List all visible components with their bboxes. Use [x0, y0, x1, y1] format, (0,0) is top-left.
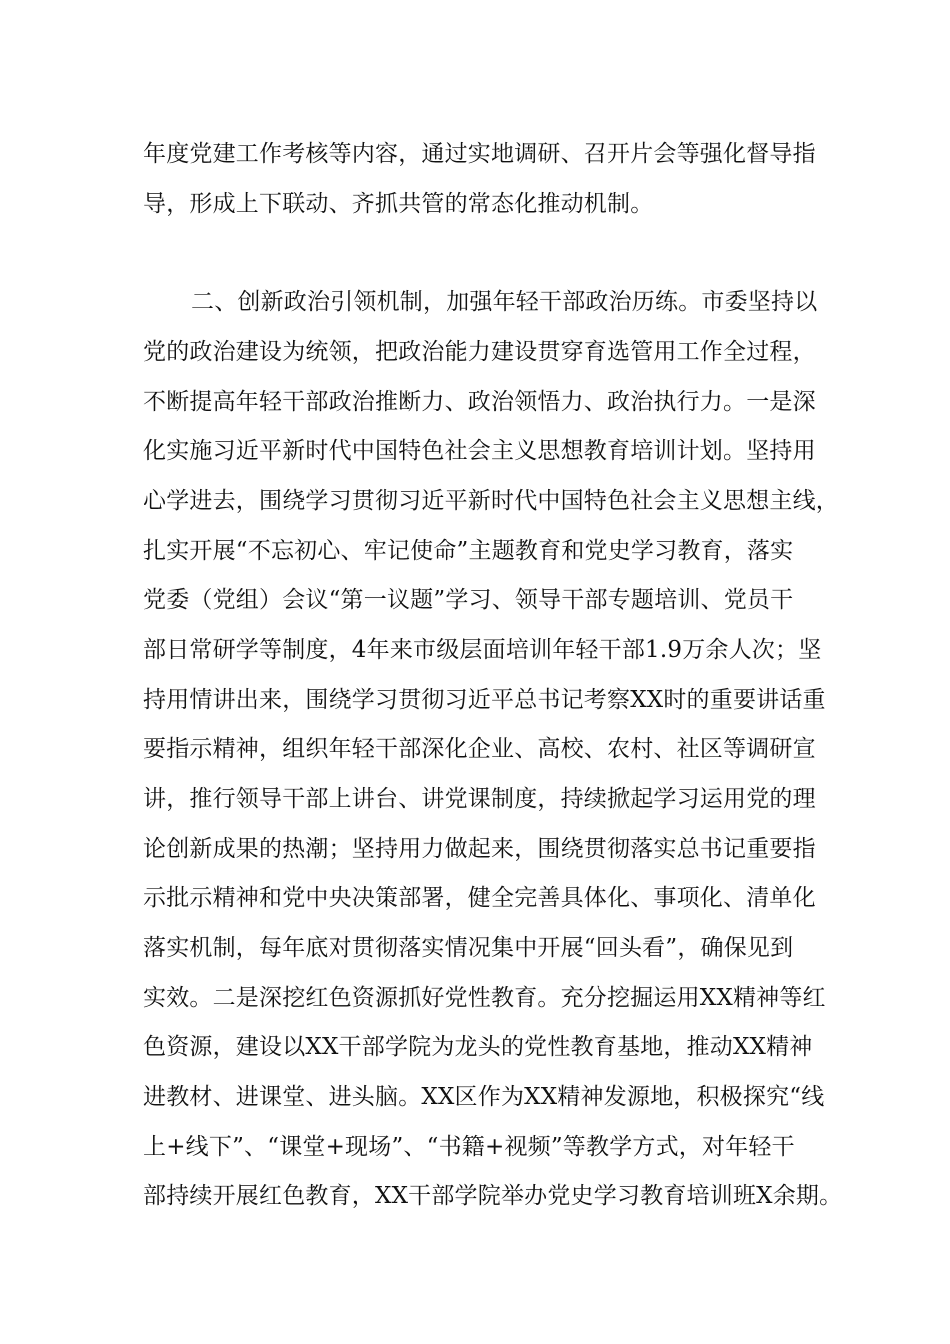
text-line: 要指示精神，组织年轻干部深化企业、高校、农村、社区等调研宣: [143, 736, 816, 762]
text-line: 年度党建工作考核等内容，通过实地调研、召开片会等强化督导指: [143, 141, 816, 167]
text-line: 心学进去，围绕学习贯彻习近平新时代中国特色社会主义思想主线，: [143, 488, 839, 514]
text-line: 党委（党组）会议“第一议题”学习、领导干部专题培训、党员干: [143, 587, 794, 613]
text-line: 论创新成果的热潮；坚持用力做起来，围绕贯彻落实总书记重要指: [143, 836, 816, 862]
text-line: 导，形成上下联动、齐抓共管的常态化推动机制。: [143, 191, 654, 217]
text-line: 持用情讲出来，围绕学习贯彻习近平总书记考察XX时的重要讲话重: [143, 687, 826, 713]
text-line: 党的政治建设为统领，把政治能力建设贯穿育选管用工作全过程，: [143, 339, 816, 365]
text-line: 上+线下”、“课堂+现场”、“书籍+视频”等教学方式，对年轻干: [143, 1134, 795, 1160]
text-line: 部日常研学等制度，4年来市级层面培训年轻干部1.9万余人次；坚: [143, 637, 822, 663]
text-line: 进教材、进课堂、进头脑。XX区作为XX精神发源地，积极探究“线: [143, 1084, 825, 1110]
text-line: 色资源，建设以XX干部学院为龙头的党性教育基地，推动XX精神: [143, 1034, 813, 1060]
text-line: 讲，推行领导干部上讲台、讲党课制度，持续掀起学习运用党的理: [143, 786, 816, 812]
text-line: 扎实开展“不忘初心、牢记使命”主题教育和党史学习教育，落实: [143, 538, 794, 564]
text-line: 不断提高年轻干部政治推断力、政治领悟力、政治执行力。一是深: [143, 389, 816, 415]
text-line: 化实施习近平新时代中国特色社会主义思想教育培训计划。坚持用: [143, 438, 816, 464]
text-line: 示批示精神和党中央决策部署，健全完善具体化、事项化、清单化: [143, 885, 816, 911]
text-line: 二、创新政治引领机制，加强年轻干部政治历练。市委坚持以: [191, 289, 818, 315]
text-line: 部持续开展红色教育，XX干部学院举办党史学习教育培训班X余期。: [143, 1183, 843, 1209]
text-line: 实效。二是深挖红色资源抓好党性教育。充分挖掘运用XX精神等红: [143, 985, 826, 1011]
text-line: 落实机制，每年底对贯彻落实情况集中开展“回头看”，确保见到: [143, 935, 794, 961]
